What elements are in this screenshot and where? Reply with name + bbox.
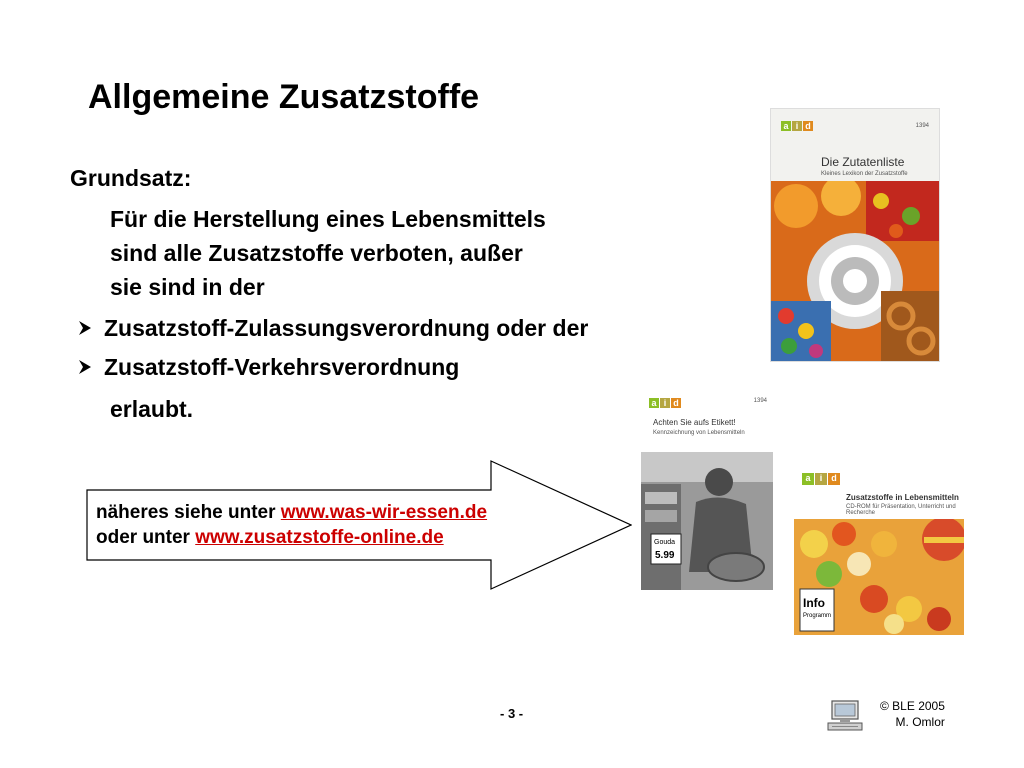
price-tag-value: 5.99 <box>655 550 675 561</box>
paragraph-line-1: Für die Herstellung eines Lebensmittels <box>110 206 546 232</box>
copyright-line-2: M. Omlor <box>895 715 945 729</box>
paragraph-line-3: sie sind in der <box>110 274 265 300</box>
book-cover-zutatenliste <box>770 108 940 362</box>
book-code: 1394 <box>915 123 929 129</box>
aid-logo: a i d <box>781 121 813 131</box>
shopper-photo-image <box>641 452 773 590</box>
book-subtitle: Kleines Lexikon der Zusatzstoffe <box>821 171 908 177</box>
book-code: 1394 <box>753 398 767 404</box>
food-collage-image <box>771 181 939 361</box>
book-title: Zusatzstoffe in Lebensmitteln <box>846 493 959 502</box>
arrowhead-bullet-icon <box>78 317 104 340</box>
grundsatz-heading: Grundsatz: <box>70 165 192 191</box>
aid-logo: a i d <box>802 473 840 485</box>
book-cover-etikett <box>641 390 773 590</box>
callout-text <box>96 500 487 550</box>
info-badge-subtext: Programm <box>803 613 832 619</box>
zusatzstoffe-online-link[interactable]: www.zusatzstoffe-online.de <box>195 527 444 548</box>
bullet-text-1: Zusatzstoff-Zulassungsverordnung oder der <box>104 315 589 341</box>
copyright-line-1: © BLE 2005 <box>880 699 945 713</box>
cd-cover-zusatzstoffe <box>794 467 964 635</box>
page-number: - 3 - <box>500 706 524 721</box>
book-subtitle: Kennzeichnung von Lebensmitteln <box>653 430 745 436</box>
paragraph-line-2: sind alle Zusatzstoffe verboten, außer <box>110 240 523 266</box>
price-tag-label: Gouda <box>654 539 676 546</box>
bullet-item <box>78 317 588 340</box>
bullet-text-2: Zusatzstoff-Verkehrsverordnung <box>104 354 460 380</box>
bullet-item <box>78 356 459 379</box>
book-subtitle: CD-ROM für Präsentation, Unterricht und Recherche <box>846 504 956 516</box>
book-title: Die Zutatenliste <box>821 155 905 169</box>
info-badge-text: Info <box>803 596 825 610</box>
aid-logo: a i d <box>649 398 681 408</box>
slide-title: Allgemeine Zusatzstoffe <box>88 78 480 116</box>
callout-line-1: näheres siehe unter www.was-wir-essen.de <box>96 502 488 523</box>
closing-text: erlaubt. <box>110 396 194 422</box>
computer-icon <box>826 700 866 737</box>
copyright <box>880 698 945 730</box>
arrowhead-bullet-icon <box>78 356 104 379</box>
callout-line-2: oder unter www.zusatzstoffe-online.de <box>96 527 444 548</box>
was-wir-essen-link[interactable]: www.was-wir-essen.de <box>280 502 488 523</box>
book-title: Achten Sie aufs Etikett! <box>653 418 736 427</box>
gummy-candy-image <box>794 519 964 635</box>
